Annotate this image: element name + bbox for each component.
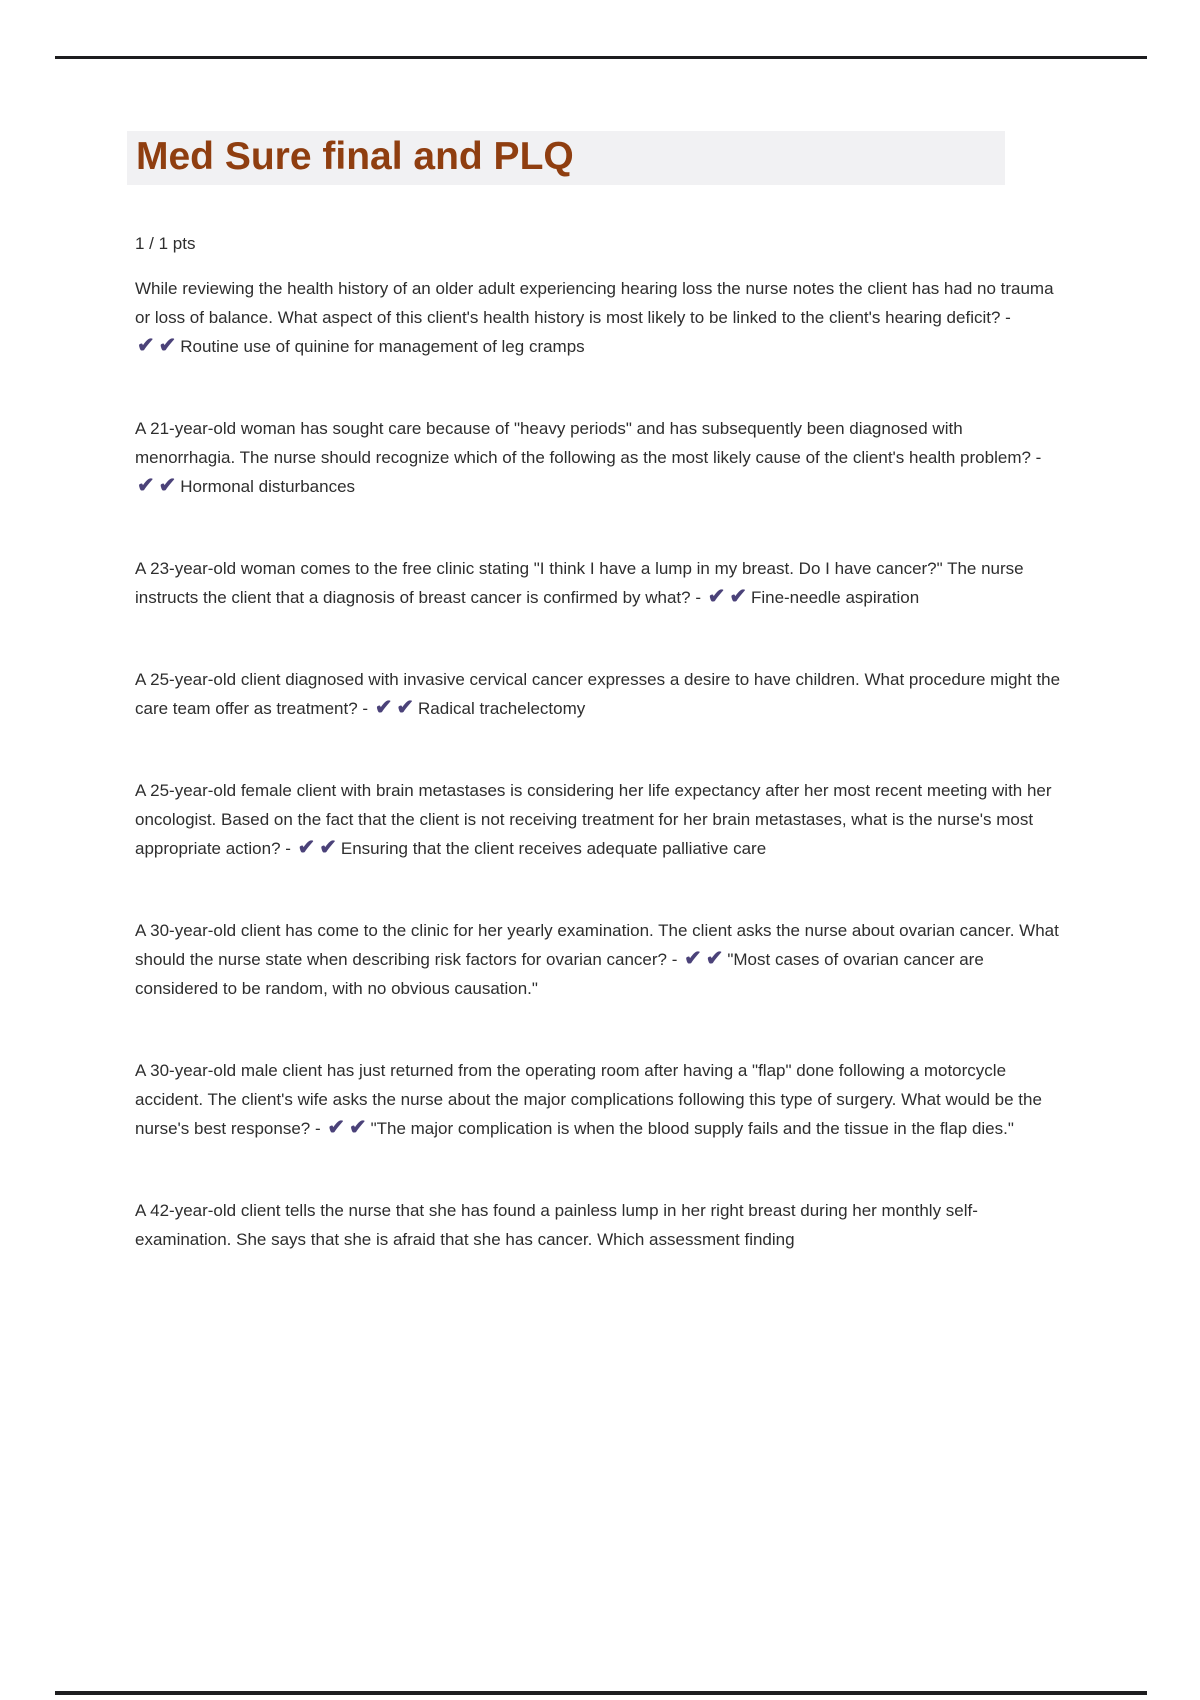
checkmark-icon: ✔ xyxy=(707,585,726,608)
question-item xyxy=(135,1056,1065,1143)
question-text: A 30-year-old male client has just returned from the operating room after having a "flap" done following a motorcycle accident. The client's wife asks the nurse about the major complications following this type of surgery. What would be the nurse's best response? - xyxy=(135,1061,1042,1138)
checkmark-icon: ✔ xyxy=(705,947,724,970)
checkmark-icon: ✔ xyxy=(137,474,155,497)
document-body xyxy=(135,131,1065,1307)
question-item xyxy=(135,665,1065,723)
points-label: 1 / 1 pts xyxy=(135,234,196,253)
checkmark-icon: ✔ xyxy=(374,696,393,719)
question-item xyxy=(135,1196,1065,1254)
answer-text: Hormonal disturbances xyxy=(180,477,356,496)
answer-text: Fine-needle aspiration xyxy=(750,588,920,607)
checkmark-icon: ✔ xyxy=(137,334,155,357)
bottom-rule xyxy=(55,1691,1147,1695)
question-item xyxy=(135,274,1065,361)
checkmark-icon: ✔ xyxy=(729,585,747,608)
answer-text: Ensuring that the client receives adequate palliative care xyxy=(340,839,767,858)
checkmark-icon: ✔ xyxy=(319,836,337,859)
question-text: A 30-year-old client has come to the clinic for her yearly examination. The client asks the nurse about ovarian cancer. What should the nurse state when describing risk factors for ovarian cancer? - xyxy=(135,921,1059,969)
checkmark-icon: ✔ xyxy=(297,836,316,859)
checkmark-icon: ✔ xyxy=(348,1116,367,1139)
question-text: A 42-year-old client tells the nurse that she has found a painless lump in her right breast during her monthly self-examination. She says that she is afraid that she has cancer. Which assessment finding xyxy=(135,1201,978,1249)
question-item xyxy=(135,916,1065,1003)
top-rule xyxy=(55,56,1147,59)
question-text: A 25-year-old client diagnosed with invasive cervical cancer expresses a desire to have children. What procedure might the care team offer as treatment? - xyxy=(135,670,1061,718)
checkmark-icon: ✔ xyxy=(396,696,415,719)
question-item xyxy=(135,414,1065,501)
page-title: Med Sure final and PLQ xyxy=(127,131,1005,185)
answer-text: Routine use of quinine for management of leg cramps xyxy=(180,337,585,356)
question-text: A 21-year-old woman has sought care because of "heavy periods" and has subsequently been diagnosed with menorrhagia. The nurse should recognize which of the following as the most likely cause of the client's health problem? - xyxy=(135,419,1042,467)
question-text: While reviewing the health history of an older adult experiencing hearing loss the nurse notes the client has had no trauma or loss of balance. What aspect of this client's health history is most likely to be linked to the client's hearing deficit? - xyxy=(135,279,1054,327)
checkmark-icon: ✔ xyxy=(158,474,177,497)
answer-text: "Most cases of ovarian cancer are considered to be random, with no obvious causation." xyxy=(135,950,984,998)
checkmark-icon: ✔ xyxy=(158,334,177,357)
question-text: A 23-year-old woman comes to the free clinic stating "I think I have a lump in my breast. Do I have cancer?" The nurse instructs the client that a diagnosis of breast cancer is confirmed by what? - xyxy=(135,559,1024,607)
checkmark-icon: ✔ xyxy=(327,1116,345,1139)
answer-text: "The major complication is when the blood supply fails and the tissue in the flap dies." xyxy=(370,1119,1014,1138)
question-item xyxy=(135,776,1065,863)
answer-text: Radical trachelectomy xyxy=(418,699,586,718)
question-item xyxy=(135,554,1065,612)
checkmark-icon: ✔ xyxy=(684,947,702,970)
question-text: A 25-year-old female client with brain metastases is considering her life expectancy after her most recent meeting with her oncologist. Based on the fact that the client is not receiving treatment for her brain metastases, what is the nurse's most appropriate action? - xyxy=(135,781,1052,858)
